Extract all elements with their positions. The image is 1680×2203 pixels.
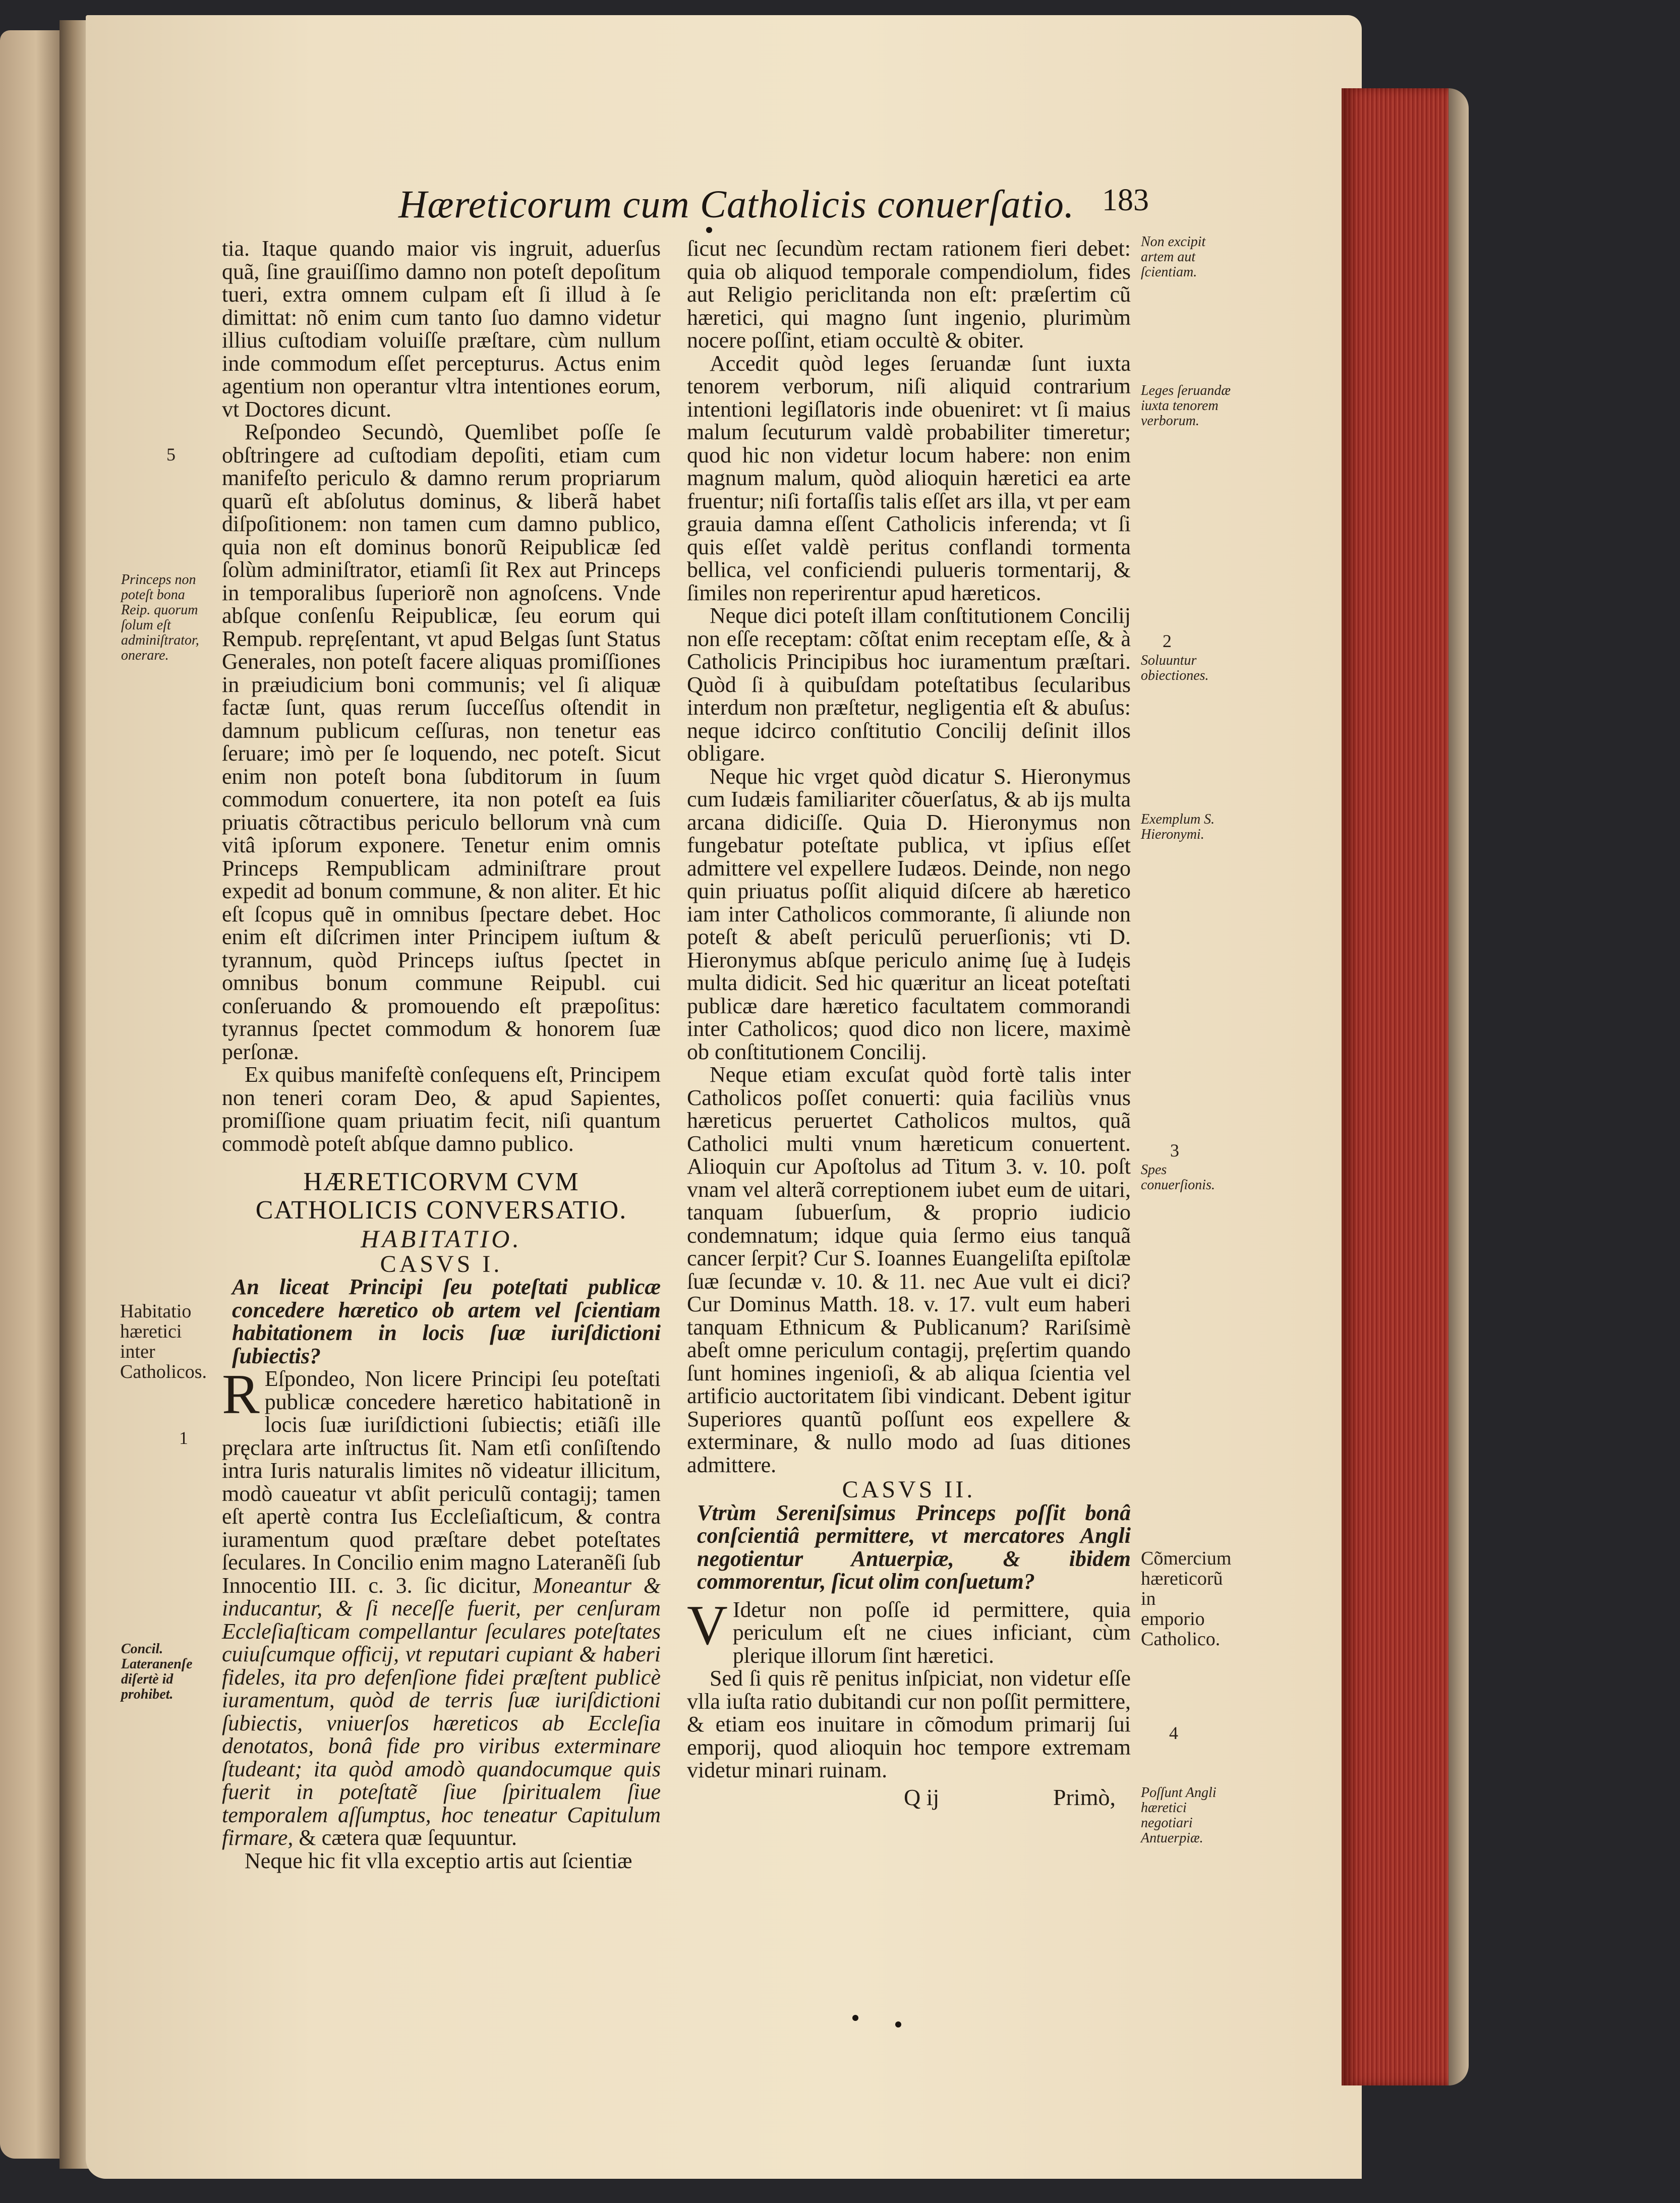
casus-2-body [687, 1594, 1131, 1668]
casus-1-text: Eſpondeo, Non licere Principi ſeu poteſtati publicæ concedere hæretico habitationẽ in locis ſuæ iuriſdictioni ſubiectis; etiãſi ille pręclara arte inſtructus ſit. Nam etſi conſiſtendo intra Iuris naturalis limites nõ videatur illicitum, modò caueatur vt abſit periculũ contagij; tamen eſt apertè contra Ius Eccleſiaſticum, & contra iuramentum quod præſtare debet poteſtates ſeculares. In Concilio enim magno Lateranẽſi ſub Innocentio III. c. 3. ſic dicitur, [222, 1366, 661, 1598]
margin-number: 2 [1163, 631, 1172, 651]
paragraph: Neque dici poteſt illam conſtitutionem Concilij non eſſe receptam: cõſtat enim receptam eſſe, & à Catholicis Principibus hoc iuramentum præſtari. Quòd ſi à quibuſdam poteſtatibus ſecularibus interdum non præſtetur, negligentia eſt & abuſus: neque idcirco conſtitutio Concilij deſinit illos obligare. [687, 603, 1131, 766]
margin-number: 1 [179, 1428, 188, 1448]
paragraph: ſicut nec ſecundùm rectam rationem fieri debet: quia ob aliquod temporale compendiolum, fides aut Religio periclitanda non eſt: præſertim cũ hæretici, qui magno ſunt ingenio, plurimùm nocere poſſint, etiam occultè & obiter. [687, 236, 1131, 353]
margin-number: 4 [1169, 1723, 1178, 1743]
margin-note-princeps: Princeps non poteſt bona Reip. quorum ſolum eſt adminiſtrator, onerare. [121, 572, 199, 663]
page-number: 183 [1102, 183, 1149, 217]
left-page-edge [0, 30, 66, 2159]
casus-1-body [222, 1363, 661, 1850]
right-column [687, 237, 1131, 1809]
paragraph: Reſpondeo Secundò, Quemlibet poſſe ſe obſtringere ad cuſtodiam depoſiti, etiam cum manifeſto periculo & damno rerum propriarum quarũ eſt abſolutus dominus, & liberã habet diſpoſitionem: non tamen cum damno publico, quia non eſt dominus bonorũ Reipublicæ ſed ſolùm adminiſtrator, etiamſi ſit Rex aut Princeps in temporalibus ſuperiorẽ non agnoſcens. Vnde abſque conſenſu Reipublicæ, ſeu eorum qui Rempub. repręſentant, vt apud Belgas ſunt Status Generales, non poteſt facere aliquas promiſſiones in præiudicium boni communis; vel ſi aliquæ factæ ſunt, quas rerum ſucceſſus oſtendit in damnum publicum ceſſuras, non tenetur eas ſeruare; imò per ſe loquendo, nec poteſt. Sicut enim non poteſt bona ſubditorum in ſuum commodum conuertere, ita non poteſt ea ſuis priuatis cõtractibus periculo bellorum vnà cum vitâ ipſorum exponere. Tenetur enim omnis Princeps Rempublicam adminiſtrare prout expedit ad bonum commune, & non aliter. Et hic eſt ſcopus quẽ in omnibus ſpectare debet. Hoc enim eſt diſcrimen inter Principem iuſtum & tyrannum, quòd Princeps iuſtus ſpectet in omnibus bonum commune Reipubl. cui conſeruando & promouendo eſt præpoſitus: tyrannus ſpectet commodum & honorem ſuæ perſonæ. [222, 420, 661, 1064]
margin-note-non-excipit: Non excipit artem aut ſcientiam. [1141, 234, 1206, 280]
paragraph: tia. Itaque quando maior vis ingruit, aduerſus quã, ſine grauiſſimo damno non poteſt depoſitum tueri, extra omnem culpam eſt ſi illud à ſe dimittat: nõ enim cum tanto ſuo damno videtur illius cuſtodiam voluiſſe præſtare, cùm nullum inde commodum eſſet percepturus. Actus enim agentium non operantur vltra intentiones eorum, vt Doctores dicunt. [222, 236, 661, 422]
casus-1-question: An liceat Principi ſeu poteſtati publicæ concedere hæretico ob artem vel ſcientiam habitationem in locis ſuæ iuriſdictioni ſubiectis? [232, 1274, 661, 1368]
margin-number: 5 [166, 444, 176, 465]
section-heading: HÆRETICORVM CVM CATHOLICIS CONVERSATIO. [255, 1168, 627, 1225]
margin-note-spes: Spes conuerſionis. [1141, 1162, 1215, 1193]
quote-end: & cætera quæ ſequuntur. [299, 1825, 517, 1850]
council-quote: Moneantur & inducantur, & ſi neceſſe fuerit, per cenſuram Eccleſiaſticam compellantur ſeculares poteſtates cuiuſcumque officij, vt reputari cupiant & haberi fideles, ita pro defenſione fidei præſtent publicè iuramentum, quòd de terris ſuæ iuriſdictioni ſubiectis, vniuerſos hæreticos ab Eccleſia denotatos, bonâ fide pro viribus exterminare ſtudeant; ita quòd amodò quandocumque quis fuerit in poteſtatẽ ſiue ſpiritualem ſiue temporalem aſſumptus, hoc teneatur Capitulum firmare, [222, 1573, 661, 1850]
casus-2-text: Idetur non poſſe id permittere, quia periculum eſt ne ciues inficiant, cùm plerique illorum ſint hæretici. [732, 1597, 1131, 1668]
ink-spot [852, 2015, 858, 2021]
margin-number: 3 [1170, 1140, 1179, 1161]
ink-spot [895, 2021, 901, 2027]
signature-line [687, 1782, 1131, 1809]
margin-note-comercium: Cõmercium hæreticorũ in emporio Catholico. [1141, 1548, 1232, 1650]
margin-note-leges: Leges ſeruandæ iuxta tenorem verborum. [1141, 383, 1231, 429]
left-column [222, 237, 661, 1872]
margin-note-exemplum: Exemplum S. Hieronymi. [1141, 811, 1215, 842]
margin-note-soluuntur: Soluuntur obiectiones. [1141, 653, 1209, 683]
paragraph: Accedit quòd leges ſeruandæ ſunt iuxta tenorem verborum, niſi aliquid contrarium intentioni legiſlatoris inde obueniret: vt ſi maius malum ſecuturum valdè probabiliter timeretur; quod hic non videtur locum habere: non enim magnum malum, quòd alioquin hæretici ea arte fruentur; niſi fortaſſis talis eſſet ars illa, vt per eam grauia damna eſſent Catholicis inferenda; vt ſi quis eſſet valdè peritus conflandi tormenta bellica, vel conficiendi pulueris tormentarij, & ſimiles non reperirentur apud hæreticos. [687, 351, 1131, 605]
margin-note-habitatio: Habitatio hæretici inter Catholicos. [120, 1301, 207, 1382]
subheading-habitatio: HABITATIO. [361, 1225, 522, 1253]
paragraph: Neque hic vrget quòd dicatur S. Hieronymus cum Iudæis familiariter cõuerſatus, & ab ijs multa arcana didiciſſe. Quia D. Hieronymus non fungebatur poteſtate publica, vt ipſius eſſet admittere vel expellere Iudæos. Deinde, non nego quin priuatus poſſit aliquid diſcere ab hæretico iam inter Catholicos commorante, ſi aliunde non poteſt & abeſt periculũ peruerſionis; vti D. Hieronymus abſque periculo animę ſuę à Iudęis multa didicit. Sed hic quæritur an liceat poteſtati publicæ dare hæretico facultatem commorandi inter Catholicos; quod dico non licere, maximè ob conſtitutionem Concilij. [687, 764, 1131, 1064]
paragraph: Neque etiam excuſat quòd fortè talis inter Catholicos poſſet conuerti: quia faciliùs vnus hæreticus peruertet Catholicos multos, quã Catholici multi vnum hæreticum conuertent. Alioquin cur Apoſtolus ad Titum 3. v. 10. poſt vnam vel alterã correptionem iubet eum de uitari, tanquam ſubuerſum, & proprio iudicio condemnatum; idque quia ſermo eius tanquã cancer ſerpit? Cur S. Ioannes Euangeliſta epiſtolæ ſuæ ſecundæ v. 10. & 11. nec Aue vult ei dici? Cur Dominus Matth. 18. v. 17. vult eum haberi tanquam Ethnicum & Publicanum? Rariſsimè abeſt omne periculum contagij, pręſertim quando ſunt homines ingenioſi, & ab aliqua ſcientia vel artificio auctoritatem ſibi vindicant. Debent igitur Superiores quantũ poſſunt eos expellere & exterminare, & nullo modo ad ſuas ditiones admittere. [687, 1062, 1131, 1477]
signature-mark: Q ij [904, 1784, 940, 1810]
drop-cap: R [222, 1363, 260, 1426]
margin-note-possunt: Poſſunt Angli hæretici negotiari Antuerpiæ. [1141, 1785, 1216, 1846]
casus-2-question: Vtrùm Sereniſsimus Princeps poſſit bonâ conſcientiâ permittere, vt mercatores Angli negotientur Antuerpiæ, & ibidem commorentur, ſicut olim conſuetum? [697, 1500, 1131, 1594]
margin-note-concil: Concil. Lateranenſe diſertè id prohibet. [121, 1641, 193, 1702]
red-fore-edge [1342, 88, 1463, 2085]
casus-2-title: CASVS II. [842, 1476, 976, 1503]
catchword: Primò, [1053, 1784, 1116, 1810]
ink-spot [706, 227, 712, 233]
running-title: Hæreticorum cum Catholicis conuerſatio. [398, 182, 1075, 226]
last-line: Neque hic fit vlla exceptio artis aut ſcientiæ [245, 1848, 632, 1873]
paragraph: Sed ſi quis rẽ penitus inſpiciat, non videtur eſſe vlla iuſta ratio dubitandi cur non poſſit permittere, & etiam eos inuitare in cõmodum primarij ſui emporij, quod alioquin hoc tempore extremam videtur minari ruinam. [687, 1666, 1131, 1782]
paragraph: Ex quibus manifeſtè conſequens eſt, Principem non teneri coram Deo, & apud Sapientes, promiſſione quam priuatim fecit, niſi quantum commodè poteſt abſque damno publico. [222, 1062, 661, 1156]
casus-1-title: CASVS I. [380, 1250, 503, 1278]
drop-cap: V [687, 1594, 728, 1657]
